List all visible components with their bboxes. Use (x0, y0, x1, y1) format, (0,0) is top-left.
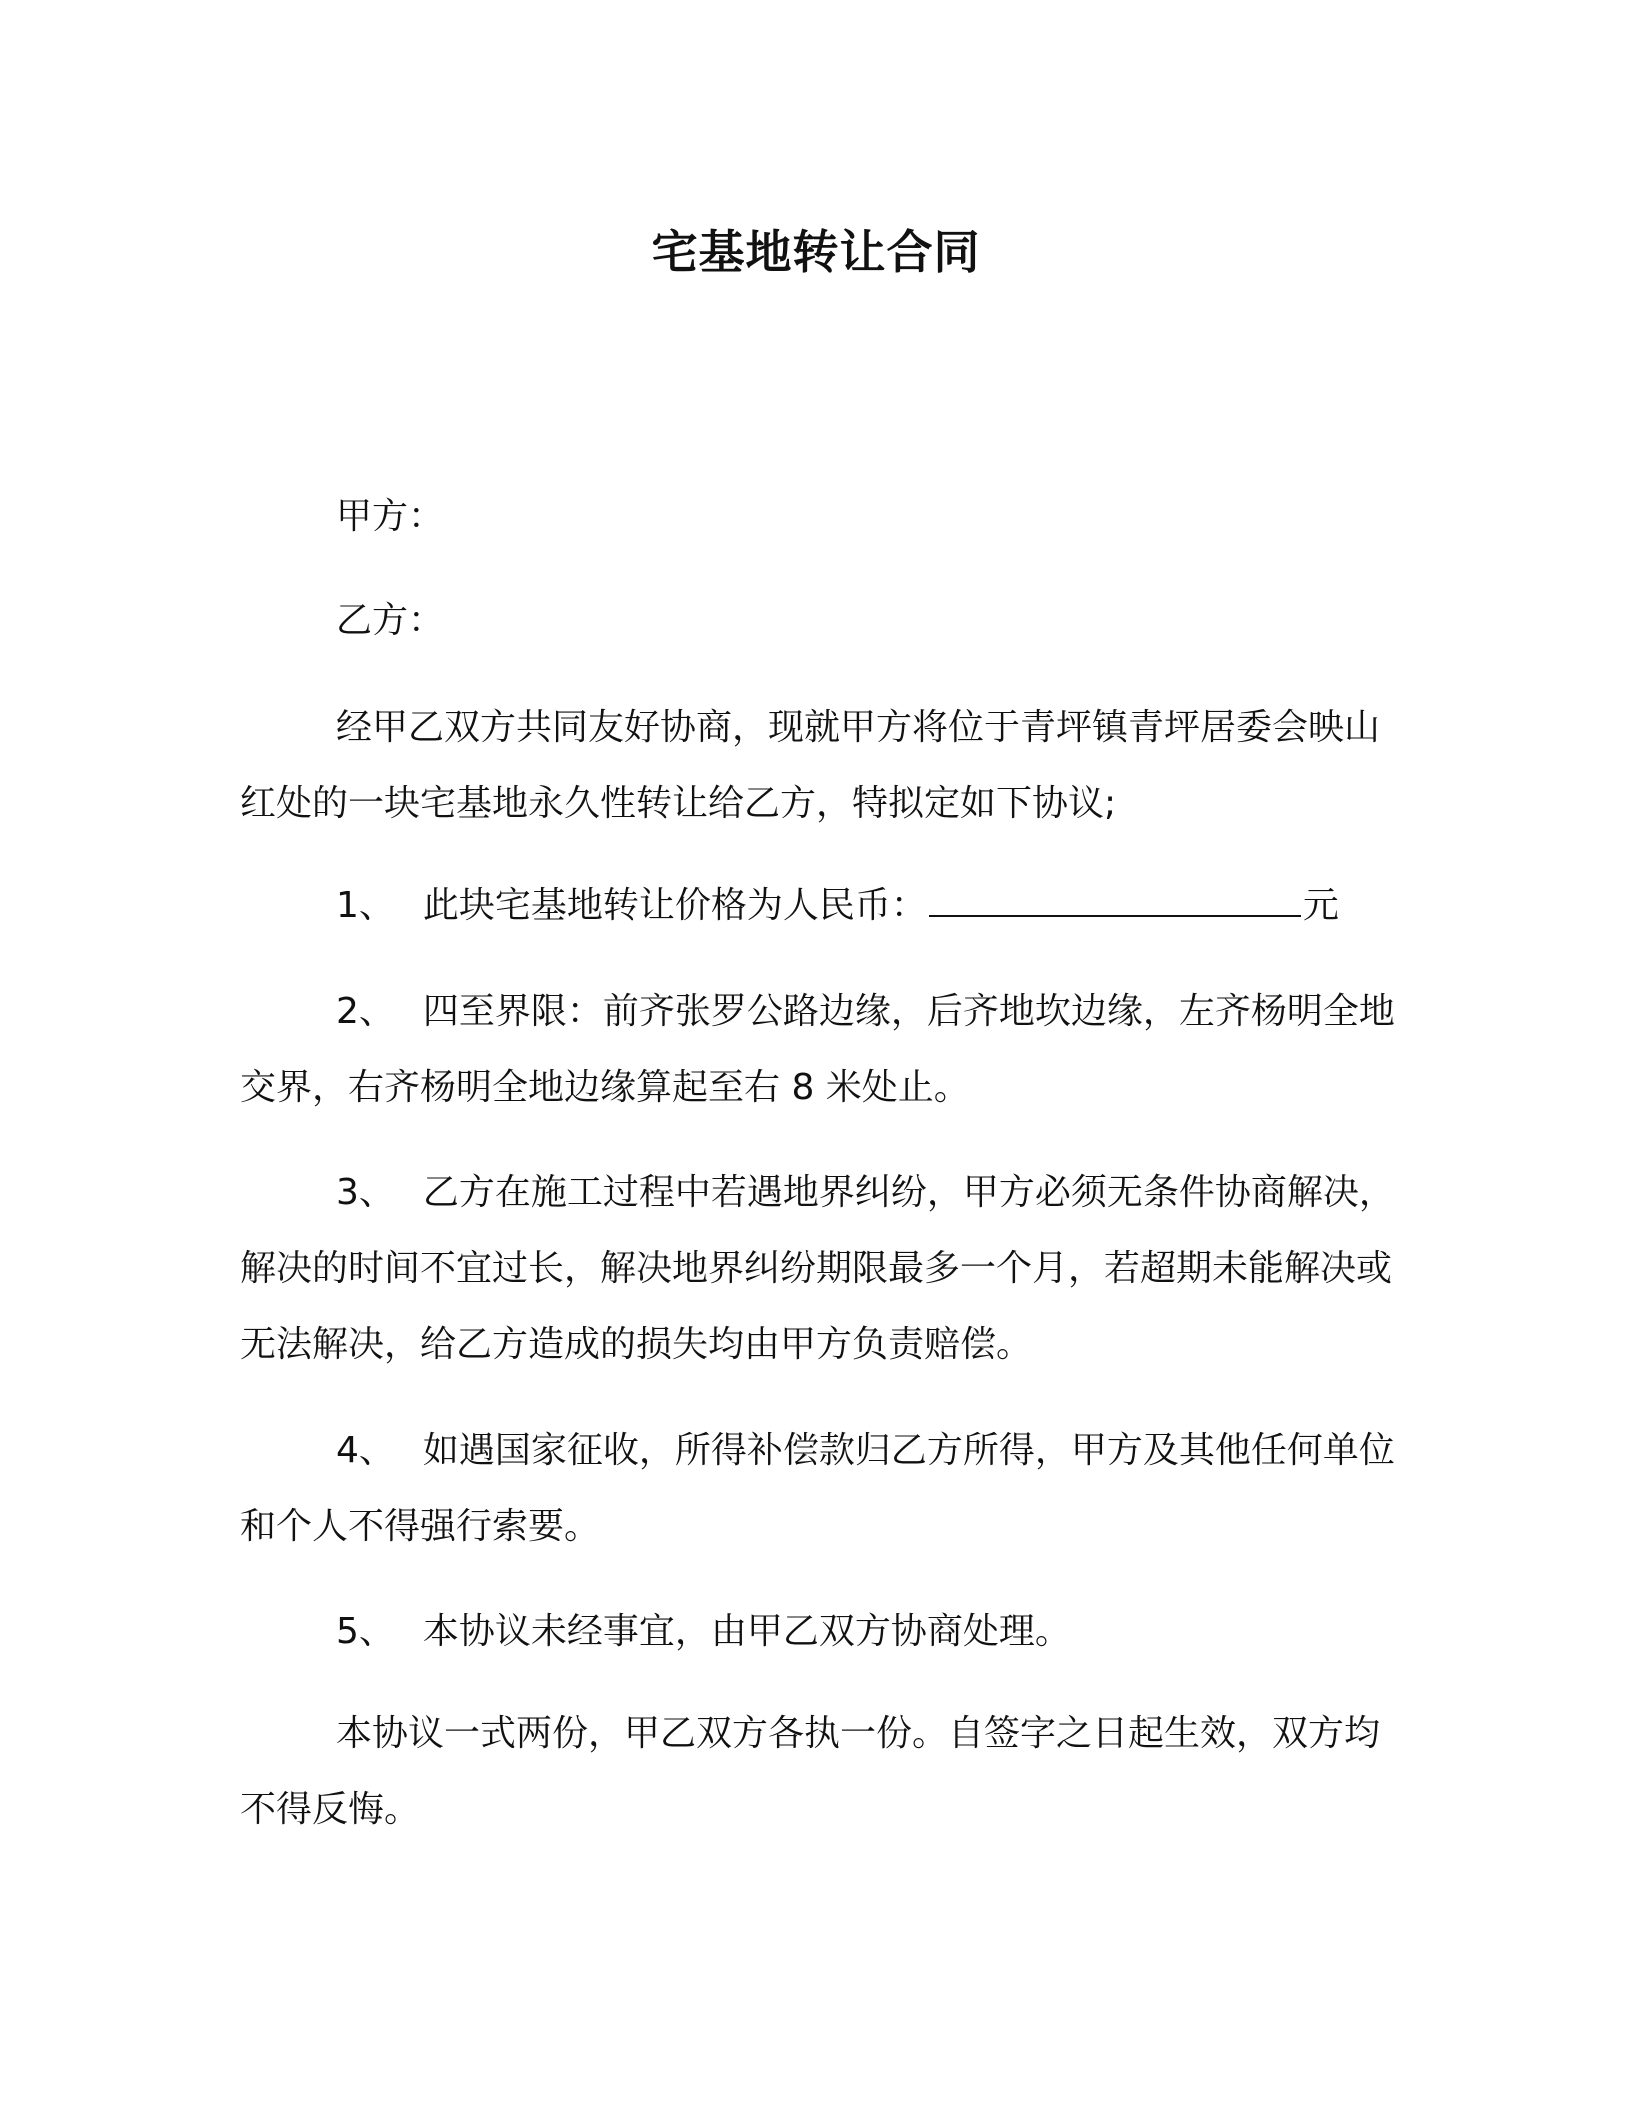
clause-5-number: 5、 (336, 1611, 395, 1652)
party-b-label: 乙方： (336, 600, 445, 641)
document-title: 宅基地转让合同 (651, 225, 981, 279)
clause-1-text: 此块宅基地转让价格为人民币： (422, 885, 927, 926)
clause-5-text: 本协议未经事宜，由甲乙双方协商处理。 (422, 1611, 1071, 1652)
closing-paragraph: 本协议一式两份，甲乙双方各执一份。自签字之日起生效，双方均不得反悔。 (240, 1713, 1381, 1830)
clause-4 (240, 1413, 1400, 1565)
clause-4-number: 4、 (336, 1430, 395, 1471)
party-a-label: 甲方： (336, 496, 445, 537)
clause-2-number: 2、 (336, 991, 395, 1032)
clause-3-number: 3、 (336, 1172, 395, 1213)
price-blank-line (929, 881, 1301, 917)
clause-5 (240, 1594, 1400, 1670)
clause-1 (240, 868, 1400, 944)
clause-4-text: 如遇国家征收，所得补偿款归乙方所得，甲方及其他任何单位和个人不得强行索要。 (240, 1430, 1395, 1547)
clause-2-text: 四至界限：前齐张罗公路边缘，后齐地坎边缘，左齐杨明全地交界，右齐杨明全地边缘算起至右 8 米处止。 (240, 991, 1395, 1108)
clause-2 (240, 974, 1400, 1126)
clause-1-number: 1、 (336, 885, 395, 926)
clause-3 (240, 1155, 1400, 1383)
intro-paragraph: 经甲乙双方共同友好协商，现就甲方将位于青坪镇青坪居委会映山红处的一块宅基地永久性转让给乙方，特拟定如下协议; (240, 707, 1381, 824)
clause-1-unit: 元 (1302, 885, 1339, 926)
clause-3-text: 乙方在施工过程中若遇地界纠纷，甲方必须无条件协商解决，解决的时间不宜过长，解决地界纠纷期限最多一个月，若超期未能解决或无法解决，给乙方造成的损失均由甲方负责赔偿。 (240, 1172, 1395, 1365)
